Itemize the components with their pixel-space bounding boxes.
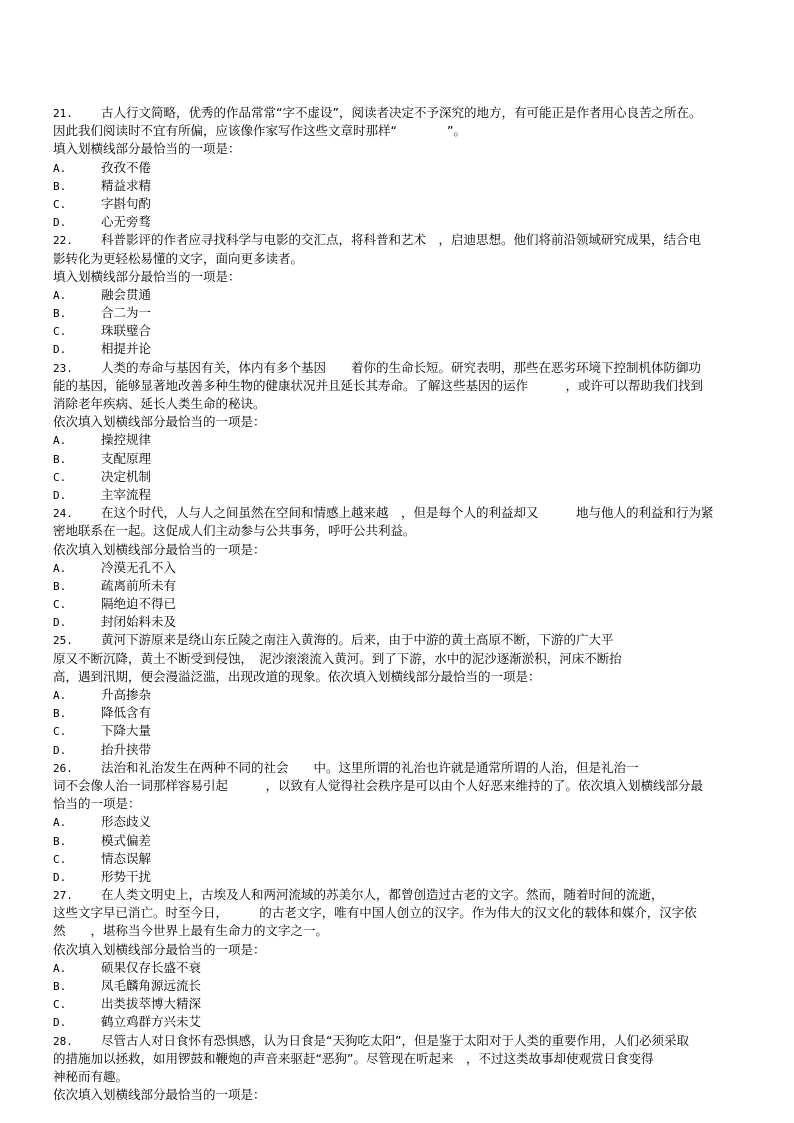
question-text: 黄河下游原来是绕山东丘陵之南注入黄海的。后来，由于中游的黄土高原不断，下游的广大平	[101, 632, 614, 648]
option-c	[53, 995, 788, 1013]
option-text: 鹤立鸡群方兴未艾	[101, 1014, 202, 1030]
question-text: 神秘而有趣。	[53, 1068, 129, 1084]
option-letter: D.	[53, 743, 67, 757]
question-text: 这些文字早已消亡。时至今日， 的古老文字，唯有中国人创立的汉字。作为伟大的汉文化的载体和媒介，汉字依	[53, 905, 697, 921]
option-letter: C.	[53, 470, 67, 484]
question-line	[53, 759, 788, 777]
option-text: 疏离前所未有	[101, 577, 177, 593]
option-d	[53, 1013, 788, 1031]
option-b	[53, 450, 788, 468]
question-text: 消除老年疾病、延长人类生命的秘诀。	[53, 396, 266, 411]
option-text: 冷漠无孔不入	[101, 559, 177, 575]
question-number: 25.	[53, 634, 73, 648]
question-line	[53, 504, 788, 522]
question-number: 22.	[53, 234, 73, 248]
question-number: 21.	[53, 107, 73, 120]
option-text: 决定机制	[101, 468, 152, 484]
question-text: 在人类文明史上，古埃及人和两河流域的苏美尔人，都曾创造过古老的文字。然而，随着时间的流逝，	[101, 887, 664, 903]
option-c	[53, 468, 788, 486]
option-b	[53, 977, 788, 995]
option-a	[53, 686, 788, 704]
question-number: 24.	[53, 507, 73, 521]
option-text: 抬升挟带	[101, 741, 152, 757]
option-d	[53, 868, 788, 886]
option-text: 操控规律	[101, 432, 152, 448]
option-letter: D.	[53, 616, 67, 630]
option-text: 孜孜不倦	[101, 159, 152, 175]
option-text: 珠联璧合	[101, 323, 152, 339]
option-a	[53, 959, 788, 977]
document-page	[53, 104, 788, 1104]
option-text: 降低含有	[101, 705, 152, 721]
option-letter: A.	[53, 434, 67, 448]
question-number: 27.	[53, 889, 73, 903]
option-letter: C.	[53, 598, 67, 612]
question-text: 因此我们阅读时不宜有所偏，应该像作家写作这些文章时那样“ ”。	[53, 123, 466, 139]
question-text: 然 ，堪称当今世界上最有生命力的文字之一。	[53, 923, 329, 939]
question-text: 尽管古人对日食怀有恐惧感，认为日食是“天狗吃太阳”，但是鉴于太阳对于人类的重要作用，人们必须采取	[101, 1032, 689, 1048]
question-text: 古人行文简略，优秀的作品常常“字不虚设”，阅读者决定不予深究的地方，有可能正是作者用心良苦之所在。	[101, 105, 702, 120]
question-line	[53, 631, 788, 649]
option-c	[53, 322, 788, 340]
option-letter: C.	[53, 852, 67, 866]
question-text: 原又不断沉降，黄土不断受到侵蚀， 泥沙滚滚流入黄河。到了下游，水中的泥沙逐渐淤积，河床不断抬	[53, 650, 622, 666]
question-line	[53, 886, 788, 904]
option-letter: A.	[53, 816, 67, 830]
option-letter: A.	[53, 689, 67, 702]
option-text: 出类拔萃博大精深	[101, 996, 202, 1012]
question-number: 26.	[53, 761, 73, 775]
option-letter: D.	[53, 870, 67, 884]
question-line	[53, 359, 788, 377]
question-text: 法治和礼治发生在两种不同的社会 中。这里所谓的礼治也许就是通常所谓的人治，但是礼治一	[101, 759, 639, 775]
option-text: 模式偏差	[101, 832, 152, 848]
option-letter: D.	[53, 216, 67, 230]
option-letter: B.	[53, 707, 67, 721]
option-c	[53, 595, 788, 613]
question-text: 科普影评的作者应寻找科学与电影的交汇点，将科普和艺术 ，启迪思想。他们将前沿领域研究成果，结合电	[101, 232, 702, 248]
option-letter: A.	[53, 961, 67, 975]
option-a	[53, 559, 788, 577]
option-a	[53, 813, 788, 831]
option-d	[53, 486, 788, 504]
option-text: 下降大量	[101, 723, 152, 739]
question-line	[53, 231, 788, 249]
option-b	[53, 177, 788, 195]
option-text: 升高掺杂	[101, 687, 152, 702]
option-letter: A.	[53, 288, 67, 302]
question-text: 影转化为更轻松易懂的文字，面向更多读者。	[53, 250, 304, 266]
option-letter: C.	[53, 197, 67, 211]
option-c	[53, 722, 788, 740]
option-letter: C.	[53, 325, 67, 339]
option-text: 隔绝迫不得已	[101, 596, 177, 612]
option-b	[53, 577, 788, 595]
option-text: 形态歧义	[101, 814, 152, 830]
option-text: 合二为一	[101, 305, 152, 321]
option-text: 支配原理	[101, 450, 152, 466]
option-text: 字斟句酌	[101, 195, 152, 211]
option-c	[53, 195, 788, 213]
question-text: 人类的寿命与基因有关，体内有多个基因 着你的生命长短。研究表明，那些在恶劣环境下控制机体防御功	[101, 359, 702, 375]
option-letter: B.	[53, 307, 67, 321]
option-letter: B.	[53, 834, 67, 848]
option-text: 心无旁骛	[101, 214, 152, 230]
option-d	[53, 741, 788, 759]
option-d	[53, 340, 788, 358]
question-text: 能的基因，能够显著地改善多种生物的健康状况并且延长其寿命。了解这些基因的运作 ，或许可以帮助我们找到	[53, 377, 704, 393]
option-text: 融会贯通	[101, 286, 152, 302]
option-text: 硕果仅存长盛不衰	[101, 959, 202, 975]
question-prompt: 依次填入划横线部分最恰当的一项是：	[53, 941, 266, 957]
question-number: 28.	[53, 1034, 73, 1048]
option-letter: C.	[53, 998, 67, 1012]
question-text: 的措施加以拯救，如用锣鼓和鞭炮的声音来驱赶“恶狗”。尽管现在听起来 ，不过这类故事却使观赏日食变得	[53, 1050, 654, 1066]
option-text: 主宰流程	[101, 486, 152, 502]
option-letter: D.	[53, 488, 67, 502]
option-text: 形势干扰	[101, 868, 152, 884]
option-text: 情态误解	[101, 850, 152, 866]
question-prompt: 依次填入划横线部分最恰当的一项是：	[53, 541, 266, 557]
option-text: 凤毛麟角源远流长	[101, 978, 202, 993]
question-prompt: 填入划横线部分最恰当的一项是：	[53, 141, 241, 157]
question-line	[53, 104, 788, 122]
option-letter: B.	[53, 452, 67, 466]
option-letter: B.	[53, 179, 67, 193]
question-prompt: 依次填入划横线部分最恰当的一项是：	[53, 1087, 266, 1103]
question-line	[53, 1032, 788, 1050]
option-letter: B.	[53, 579, 67, 593]
option-letter: B.	[53, 980, 67, 993]
question-number: 23.	[53, 361, 73, 375]
option-letter: A.	[53, 161, 67, 175]
option-letter: C.	[53, 725, 67, 739]
option-letter: D.	[53, 343, 67, 357]
option-d	[53, 213, 788, 231]
option-letter: A.	[53, 561, 67, 575]
option-a	[53, 286, 788, 304]
option-d	[53, 613, 788, 631]
option-text: 封闭始料未及	[101, 614, 177, 630]
question-prompt: 依次填入划横线部分最恰当的一项是：	[53, 414, 266, 430]
question-text: 密地联系在一起。这促成人们主动参与公共事务，呼吁公共利益。	[53, 523, 416, 539]
option-a	[53, 159, 788, 177]
question-text: 在这个时代，人与人之间虽然在空间和情感上越来越 ，但是每个人的利益却又 地与他人的利益和行为紧	[101, 505, 714, 521]
question-text: 高，遇到汛期，便会漫溢泛滥，出现改道的现象。依次填入划横线部分最恰当的一项是：	[53, 668, 541, 684]
option-b	[53, 704, 788, 722]
option-b	[53, 304, 788, 322]
question-prompt: 填入划横线部分最恰当的一项是：	[53, 268, 241, 284]
option-a	[53, 431, 788, 449]
question-text: 词不会像人治一词那样容易引起 ，以致有人觉得社会秩序是可以由个人好恶来维持的了。依次填入划横线部分最	[53, 777, 704, 793]
option-letter: D.	[53, 1016, 67, 1030]
option-b	[53, 832, 788, 850]
option-text: 相提并论	[101, 341, 152, 357]
option-c	[53, 850, 788, 868]
question-text: 恰当的一项是：	[53, 796, 141, 812]
option-text: 精益求精	[101, 177, 152, 193]
